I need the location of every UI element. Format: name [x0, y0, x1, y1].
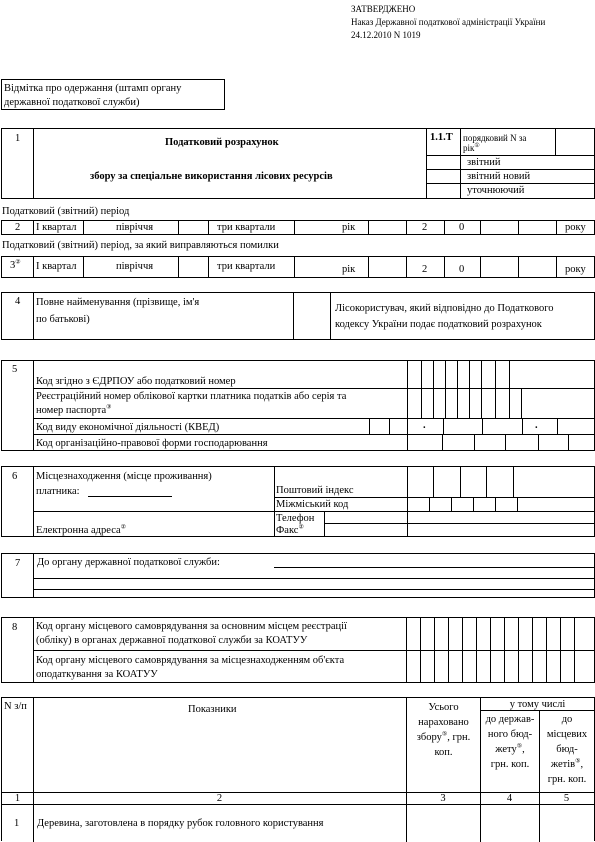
kopfg-input[interactable] — [408, 435, 594, 450]
phone-input[interactable] — [325, 512, 594, 523]
col-index-5: 5 — [563, 793, 570, 804]
type-reporting-checkbox[interactable] — [428, 156, 459, 168]
section-4-number: 4 — [15, 296, 21, 307]
section-7-number: 7 — [15, 558, 21, 569]
intercity-label: Міжміський код — [276, 499, 349, 510]
col-total-a: Усього — [428, 702, 459, 713]
koatuu-object-input[interactable] — [407, 651, 594, 682]
section-4 — [1, 292, 595, 340]
period-year-suffix: року — [565, 222, 586, 233]
corr-period-q1: I квартал — [36, 261, 77, 272]
corr-period-q3: три квартали — [217, 261, 276, 272]
col-local-d: жетів⑤, — [550, 758, 584, 770]
stamp-note-line-2: державної податкової служби) — [4, 97, 140, 108]
col-index-1: 1 — [14, 793, 21, 804]
period-caption: Податковий (звітний) період — [2, 206, 130, 217]
row-1-total-input[interactable] — [407, 805, 480, 841]
section-6-number: 6 — [12, 471, 18, 482]
period-year: рік — [342, 222, 356, 233]
kved-label: Код виду економічної діяльності (КВЕД) — [36, 422, 220, 433]
email-input[interactable] — [142, 524, 274, 536]
section-5-number: 5 — [12, 364, 18, 375]
type-clarifying: уточнюючий — [467, 185, 525, 196]
col-local-b: місцевих — [546, 729, 588, 740]
section-1 — [1, 128, 595, 199]
order-label-a: порядковий N за — [463, 133, 527, 143]
col-local-a: до — [561, 714, 573, 725]
section-1-number: 1 — [15, 133, 21, 144]
kved-input[interactable] — [370, 419, 594, 434]
intercity-input[interactable] — [408, 498, 594, 511]
period-digit-2: 0 — [459, 222, 465, 233]
corr-period-row[interactable] — [1, 256, 595, 278]
col-local-c: бюд- — [556, 744, 578, 755]
postcode-label: Поштовий індекс — [276, 485, 354, 496]
reg-number-input[interactable] — [408, 389, 594, 418]
stamp-note-line-1: Відмітка про одержання (штамп органу — [4, 83, 182, 94]
col-index-3: 3 — [440, 793, 446, 804]
koatuu-main-label-b: (обліку) в органах державної податкової служби за КОАТУУ — [36, 635, 308, 646]
approval-line-3: 24.12.2010 N 1019 — [351, 30, 421, 40]
type-reporting-new: звітний новий — [467, 171, 531, 182]
period-half: півріччя — [116, 222, 154, 233]
tax-office-label: До органу державної податкової служби: — [37, 557, 220, 568]
col-index-4: 4 — [506, 793, 513, 804]
taxpayer-note-a: Лісокористувач, який відповідно до Податкового — [335, 303, 554, 314]
section-5 — [1, 360, 595, 451]
period-row[interactable] — [1, 220, 595, 235]
fax-input[interactable] — [325, 524, 594, 536]
form-subtitle: збору за спеціальне використання лісових ресурсів — [90, 171, 333, 182]
type-clarifying-checkbox[interactable] — [428, 184, 459, 196]
koatuu-object-label-a: Код органу місцевого самоврядування за місцезнаходженням об'єкта — [36, 655, 345, 666]
col-state-b: ного бюд- — [487, 729, 533, 740]
row-1-number: 1 — [14, 818, 20, 829]
corr-period-half: півріччя — [116, 261, 154, 272]
section-8-number: 8 — [12, 622, 18, 633]
taxpayer-note-b: кодексу України подає податковий розрахунок — [335, 319, 542, 330]
col-index-2: 2 — [216, 793, 223, 804]
type-reporting-new-checkbox[interactable] — [428, 170, 459, 182]
col-indicators-header: Показники — [188, 704, 237, 715]
full-name-label-b: по батькові) — [36, 314, 90, 325]
period-digit-1: 2 — [422, 222, 428, 233]
period-q3: три квартали — [217, 222, 276, 233]
section-7 — [1, 553, 595, 598]
koatuu-main-label-a: Код органу місцевого самоврядування за основним місцем реєстрації — [36, 621, 347, 632]
location-label-b: платника: — [36, 486, 80, 497]
approval-line-1: ЗАТВЕРДЖЕНО — [351, 4, 416, 14]
kopfg-label: Код організаційно-правової форми господарювання — [36, 438, 268, 449]
indicators-table — [1, 697, 595, 841]
row-1-label: Деревина, заготовлена в порядку рубок головного користування — [37, 818, 324, 829]
postcode-input[interactable] — [408, 468, 594, 497]
col-total-b: нараховано — [418, 717, 469, 728]
reg-number-label-a: Реєстраційний номер облікової картки платника податків або серія та — [36, 391, 347, 402]
col-state-d: грн. коп. — [490, 759, 530, 770]
location-input-2[interactable] — [34, 498, 274, 511]
koatuu-main-input[interactable] — [407, 619, 594, 650]
edrpou-input[interactable] — [408, 362, 594, 388]
form-code: 1.1.Т — [430, 132, 453, 143]
koatuu-object-label-b: оподаткування за КОАТУУ — [36, 669, 158, 680]
form-title: Податковий розрахунок — [165, 137, 279, 148]
section-8 — [1, 617, 595, 683]
email-label: Електронна адреса② — [36, 524, 127, 536]
kved-dot-2: . — [535, 420, 538, 431]
row-1-local-input[interactable] — [540, 805, 594, 841]
col-total-c: збору⑤, грн. — [416, 731, 471, 743]
reg-number-label-b: номер паспорта③ — [36, 404, 112, 416]
order-number-input[interactable] — [557, 131, 592, 153]
row-1-state-input[interactable] — [481, 805, 539, 841]
corr-period-year: рік — [342, 264, 356, 275]
order-label-b: рік① — [463, 143, 480, 153]
col-local-e: грн. коп. — [547, 774, 587, 785]
fax-label: Факс② — [276, 524, 304, 536]
tax-office-input[interactable] — [274, 555, 594, 567]
full-name-label-a: Повне найменування (прізвище, ім'я — [36, 297, 200, 308]
col-total-e: коп. — [434, 747, 453, 758]
edrpou-label: Код згідно з ЄДРПОУ або податковий номер — [36, 376, 236, 387]
corr-period-caption: Податковий (звітний) період, за який виправляються помилки — [2, 240, 279, 251]
full-name-input[interactable] — [295, 295, 329, 337]
type-reporting: звітний — [467, 157, 501, 168]
location-input[interactable] — [88, 484, 274, 497]
stamp-box — [1, 79, 225, 110]
col-num-header: N з/п — [4, 701, 27, 712]
period-q1: I квартал — [36, 222, 77, 233]
col-state-a: до держав- — [485, 714, 535, 725]
col-state-c: жету⑤, — [495, 743, 525, 755]
corr-period-number: 3② — [10, 259, 21, 271]
corr-period-digit-2: 0 — [459, 264, 465, 275]
approval-line-2: Наказ Державної податкової адміністрації України — [351, 17, 546, 27]
incl-header: у тому числі — [509, 699, 566, 710]
location-label-a: Місцезнаходження (місце проживання) — [36, 471, 212, 482]
kved-dot-1: . — [423, 420, 426, 431]
section-6 — [1, 466, 595, 537]
phone-label: Телефон — [276, 513, 315, 524]
period-number: 2 — [15, 222, 21, 233]
corr-period-digit-1: 2 — [422, 264, 428, 275]
corr-period-year-suffix: року — [565, 264, 586, 275]
